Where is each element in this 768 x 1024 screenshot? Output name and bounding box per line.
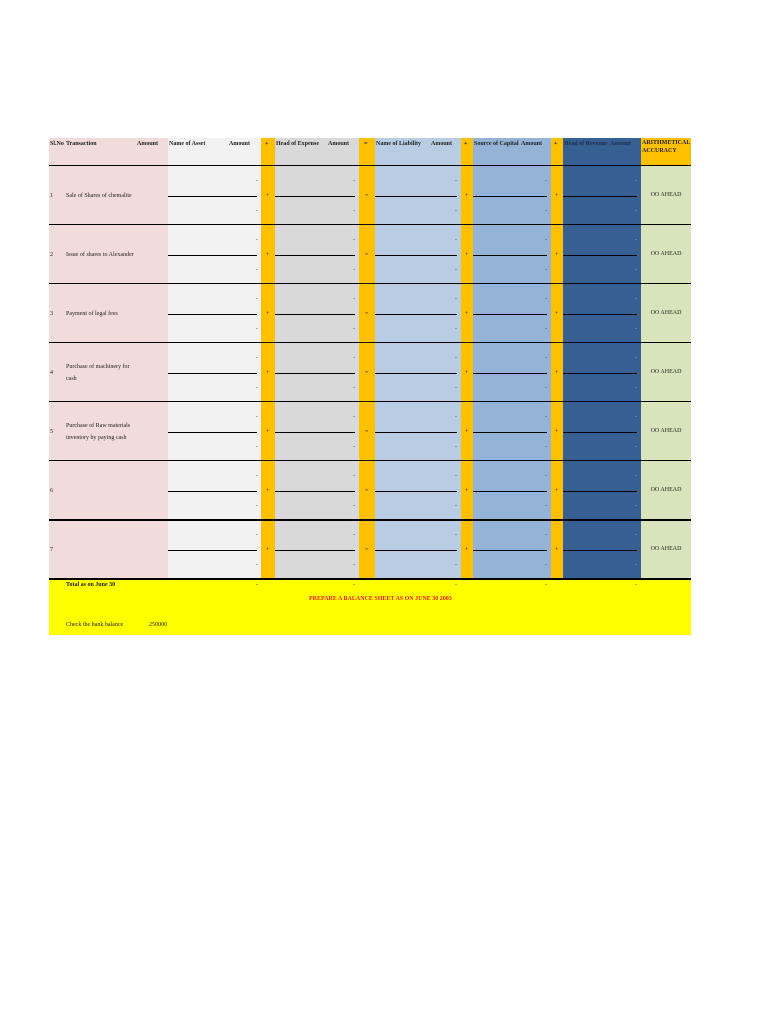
capital-amount-upper: -	[545, 296, 547, 302]
row-description: Issue of shares to Alexander	[66, 252, 134, 258]
expense-column	[275, 138, 359, 579]
asset-amount-lower: -	[256, 562, 258, 568]
row-description: Purchase of Raw materials	[66, 423, 131, 429]
liability-amount-lower: -	[455, 326, 457, 332]
liability-amount-lower: -	[455, 208, 457, 214]
row-operator-plus: +	[555, 488, 559, 494]
row-description: Purchase of machinery for	[66, 364, 130, 370]
asset-entry-divider	[168, 550, 257, 551]
header-revenue: Head of Revenue	[564, 141, 608, 147]
row-number: 2	[50, 252, 53, 258]
capital-column	[473, 138, 551, 579]
liability-entry-divider	[375, 373, 457, 374]
expense-entry-divider	[275, 255, 355, 256]
row-divider	[49, 224, 691, 225]
expense-amount-upper: -	[353, 237, 355, 243]
header-capital: Source of Capital	[474, 141, 519, 147]
row-operator-plus: +	[465, 311, 469, 317]
asset-amount-upper: -	[256, 237, 258, 243]
plus-column-2	[461, 138, 473, 579]
liability-entry-divider	[375, 314, 457, 315]
asset-amount-upper: -	[256, 414, 258, 420]
row-operator-plus: +	[555, 252, 559, 258]
expense-amount-lower: -	[353, 267, 355, 273]
row-operator-equals: =	[365, 547, 369, 553]
capital-entry-divider	[473, 373, 547, 374]
expense-amount-lower: -	[353, 208, 355, 214]
capital-entry-divider	[473, 314, 547, 315]
check-bank-value: 250000	[149, 622, 167, 628]
liability-amount-upper: -	[455, 414, 457, 420]
accuracy-status: OO AHEAD	[650, 192, 682, 198]
balance-sheet-grid	[49, 138, 691, 635]
revenue-amount-lower: -	[635, 562, 637, 568]
revenue-amount-upper: -	[635, 237, 637, 243]
row-operator-plus: +	[555, 429, 559, 435]
capital-amount-lower: -	[545, 267, 547, 273]
asset-amount-lower: -	[256, 267, 258, 273]
row-operator-plus: +	[465, 370, 469, 376]
liability-amount-upper: -	[455, 473, 457, 479]
revenue-entry-divider	[563, 373, 637, 374]
asset-entry-divider	[168, 432, 257, 433]
asset-entry-divider	[168, 255, 257, 256]
revenue-amount-upper: -	[635, 532, 637, 538]
liability-entry-divider	[375, 255, 457, 256]
prepare-balance-sheet-note: PREPARE A BALANCE SHEET AS ON JUNE 30 2003	[309, 596, 452, 602]
asset-amount-lower: -	[256, 208, 258, 214]
liability-amount-lower: -	[455, 503, 457, 509]
header-accuracy-1: ARITHMETICAL	[642, 140, 691, 146]
total-revenue: -	[635, 582, 637, 588]
expense-entry-divider	[275, 491, 355, 492]
asset-entry-divider	[168, 196, 257, 197]
total-divider	[49, 578, 691, 580]
capital-amount-lower: -	[545, 444, 547, 450]
row-operator-plus: +	[465, 547, 469, 553]
asset-amount-lower: -	[256, 385, 258, 391]
asset-amount-lower: -	[256, 444, 258, 450]
header-liability: Name of Liability	[376, 141, 421, 147]
header-asset: Name of Asset	[169, 141, 206, 147]
row-operator-equals: =	[365, 252, 369, 258]
capital-amount-lower: -	[545, 326, 547, 332]
liability-amount-lower: -	[455, 562, 457, 568]
row-divider	[49, 283, 691, 284]
accuracy-status: OO AHEAD	[650, 546, 682, 552]
row-description-line-2: cash	[66, 376, 77, 382]
expense-amount-upper: -	[353, 296, 355, 302]
row-divider	[49, 460, 691, 461]
header-transaction: Transaction	[66, 141, 97, 147]
liability-entry-divider	[375, 550, 457, 551]
row-operator-plus: +	[266, 193, 270, 199]
row-number: 4	[50, 370, 53, 376]
row-operator-plus: +	[465, 193, 469, 199]
row-operator-plus: +	[266, 488, 270, 494]
header-amount-1: Amount	[137, 141, 159, 147]
expense-amount-upper: -	[353, 414, 355, 420]
asset-amount-lower: -	[256, 326, 258, 332]
expense-amount-lower: -	[353, 503, 355, 509]
revenue-entry-divider	[563, 255, 637, 256]
asset-entry-divider	[168, 491, 257, 492]
row-number: 5	[50, 429, 53, 435]
header-expense: Head of Expense	[276, 141, 320, 147]
transaction-column	[49, 138, 168, 579]
liability-entry-divider	[375, 432, 457, 433]
revenue-column	[563, 138, 641, 579]
header-op-2: =	[364, 141, 368, 147]
capital-amount-upper: -	[545, 178, 547, 184]
row-operator-plus: +	[555, 193, 559, 199]
capital-entry-divider	[473, 432, 547, 433]
row-operator-equals: =	[365, 488, 369, 494]
row-operator-equals: =	[365, 370, 369, 376]
total-label: Total as on June 30	[66, 582, 116, 588]
expense-entry-divider	[275, 550, 355, 551]
row-operator-plus: +	[465, 429, 469, 435]
row-operator-plus: +	[266, 370, 270, 376]
accuracy-status: OO AHEAD	[650, 310, 682, 316]
total-capital: -	[545, 582, 547, 588]
liability-amount-upper: -	[455, 532, 457, 538]
row-description: Sale of Shares of chemalite	[66, 193, 132, 199]
asset-amount-upper: -	[256, 296, 258, 302]
revenue-amount-lower: -	[635, 503, 637, 509]
revenue-amount-lower: -	[635, 208, 637, 214]
row-operator-plus: +	[266, 252, 270, 258]
asset-entry-divider	[168, 314, 257, 315]
row-number: 7	[50, 547, 53, 553]
header-divider	[49, 165, 691, 166]
asset-column	[168, 138, 261, 579]
asset-amount-lower: -	[256, 503, 258, 509]
row-operator-plus: +	[465, 488, 469, 494]
header-amount-2: Amount	[229, 141, 251, 147]
accuracy-status: OO AHEAD	[650, 428, 682, 434]
row-number: 1	[50, 193, 53, 199]
row-number: 6	[50, 488, 53, 494]
expense-amount-upper: -	[353, 473, 355, 479]
header-op-3: +	[464, 141, 468, 147]
row-operator-plus: +	[555, 370, 559, 376]
liability-amount-upper: -	[455, 296, 457, 302]
capital-amount-upper: -	[545, 355, 547, 361]
row-operator-plus: +	[266, 429, 270, 435]
row-description: Payment of legal fees	[66, 311, 118, 317]
capital-entry-divider	[473, 255, 547, 256]
liability-amount-upper: -	[455, 237, 457, 243]
row-description-line-2: inventory by paying cash	[66, 435, 127, 441]
header-amount-3: Amount	[328, 141, 350, 147]
capital-amount-upper: -	[545, 532, 547, 538]
liability-amount-upper: -	[455, 355, 457, 361]
asset-amount-upper: -	[256, 473, 258, 479]
equals-column	[359, 138, 375, 579]
revenue-amount-lower: -	[635, 385, 637, 391]
capital-amount-upper: -	[545, 237, 547, 243]
revenue-amount-upper: -	[635, 473, 637, 479]
row-operator-plus: +	[555, 547, 559, 553]
total-expense: -	[353, 582, 355, 588]
asset-amount-upper: -	[256, 178, 258, 184]
header-amount-5: Amount	[521, 141, 543, 147]
row-number: 3	[50, 311, 53, 317]
expense-amount-lower: -	[353, 444, 355, 450]
revenue-amount-upper: -	[635, 178, 637, 184]
capital-amount-upper: -	[545, 473, 547, 479]
row-operator-equals: =	[365, 193, 369, 199]
total-asset: -	[256, 582, 258, 588]
revenue-entry-divider	[563, 491, 637, 492]
expense-entry-divider	[275, 314, 355, 315]
row-divider	[49, 342, 691, 343]
revenue-amount-upper: -	[635, 414, 637, 420]
row-divider	[49, 519, 691, 521]
revenue-entry-divider	[563, 196, 637, 197]
expense-amount-upper: -	[353, 178, 355, 184]
liability-entry-divider	[375, 196, 457, 197]
asset-entry-divider	[168, 373, 257, 374]
capital-amount-lower: -	[545, 208, 547, 214]
expense-entry-divider	[275, 196, 355, 197]
liability-amount-upper: -	[455, 178, 457, 184]
row-operator-equals: =	[365, 429, 369, 435]
expense-entry-divider	[275, 432, 355, 433]
row-operator-equals: =	[365, 311, 369, 317]
capital-entry-divider	[473, 196, 547, 197]
header-slno: Sl.No	[50, 141, 64, 147]
header-amount-4: Amount	[431, 141, 453, 147]
accuracy-status: OO AHEAD	[650, 487, 682, 493]
plus-column-1	[261, 138, 275, 579]
row-divider	[49, 401, 691, 402]
liability-amount-lower: -	[455, 267, 457, 273]
revenue-amount-lower: -	[635, 326, 637, 332]
capital-amount-upper: -	[545, 414, 547, 420]
asset-amount-upper: -	[256, 532, 258, 538]
row-operator-plus: +	[555, 311, 559, 317]
expense-amount-lower: -	[353, 562, 355, 568]
plus-column-3	[551, 138, 563, 579]
revenue-amount-upper: -	[635, 296, 637, 302]
header-op-4: +	[554, 141, 558, 147]
liability-amount-lower: -	[455, 385, 457, 391]
capital-amount-lower: -	[545, 503, 547, 509]
accuracy-status: OO AHEAD	[650, 251, 682, 257]
row-operator-plus: +	[266, 547, 270, 553]
revenue-entry-divider	[563, 550, 637, 551]
footer-band	[49, 579, 691, 635]
revenue-amount-upper: -	[635, 355, 637, 361]
expense-entry-divider	[275, 373, 355, 374]
asset-amount-upper: -	[256, 355, 258, 361]
capital-amount-lower: -	[545, 562, 547, 568]
expense-amount-upper: -	[353, 532, 355, 538]
expense-amount-upper: -	[353, 355, 355, 361]
header-op-1: +	[265, 141, 269, 147]
check-bank-label: Check the bank balance	[66, 622, 124, 628]
liability-column	[375, 138, 461, 579]
revenue-entry-divider	[563, 432, 637, 433]
liability-entry-divider	[375, 491, 457, 492]
header-accuracy-2: ACCURACY	[642, 148, 677, 154]
row-operator-plus: +	[465, 252, 469, 258]
total-liability: -	[455, 582, 457, 588]
row-operator-plus: +	[266, 311, 270, 317]
header-amount-6: Amount	[610, 141, 632, 147]
capital-amount-lower: -	[545, 385, 547, 391]
revenue-entry-divider	[563, 314, 637, 315]
expense-amount-lower: -	[353, 326, 355, 332]
revenue-amount-lower: -	[635, 267, 637, 273]
revenue-amount-lower: -	[635, 444, 637, 450]
accuracy-status: OO AHEAD	[650, 369, 682, 375]
capital-entry-divider	[473, 491, 547, 492]
capital-entry-divider	[473, 550, 547, 551]
expense-amount-lower: -	[353, 385, 355, 391]
liability-amount-lower: -	[455, 444, 457, 450]
